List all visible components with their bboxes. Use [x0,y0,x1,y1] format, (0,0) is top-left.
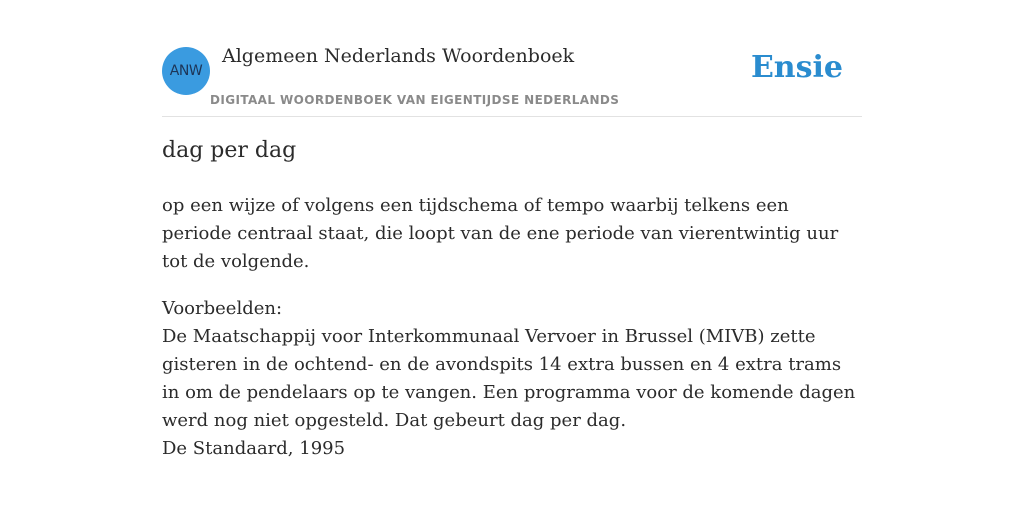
ensie-brand-link[interactable]: Ensie [750,50,843,85]
site-header [162,40,862,117]
example-text: De Maatschappij voor Interkommunaal Vervoer in Brussel (MIVB) zette gisteren in de ochtend- en de avondspits 14 extra bussen en 4 extra trams in om de pendelaars op te vangen. Een programma voor de komende dagen werd nog niet opgesteld. Dat gebeurt dag per dag. [162,326,856,431]
anw-logo[interactable] [162,47,210,95]
example-source: De Standaard, 1995 [162,438,346,459]
entry-term: dag per dag [162,138,297,163]
entry-definition: op een wijze of volgens een tijdschema of tempo waarbij telkens een periode centraal staat, die loopt van de ene periode van vierentwintig uur tot de volgende. [162,195,839,272]
examples-section [162,295,862,463]
examples-label: Voorbeelden: [162,298,283,319]
dictionary-subtitle: DIGITAAL WOORDENBOEK VAN EIGENTIJDSE NEDERLANDS [210,93,620,107]
logo-text: ANW [169,63,203,79]
dictionary-title[interactable]: Algemeen Nederlands Woordenboek [222,45,575,67]
